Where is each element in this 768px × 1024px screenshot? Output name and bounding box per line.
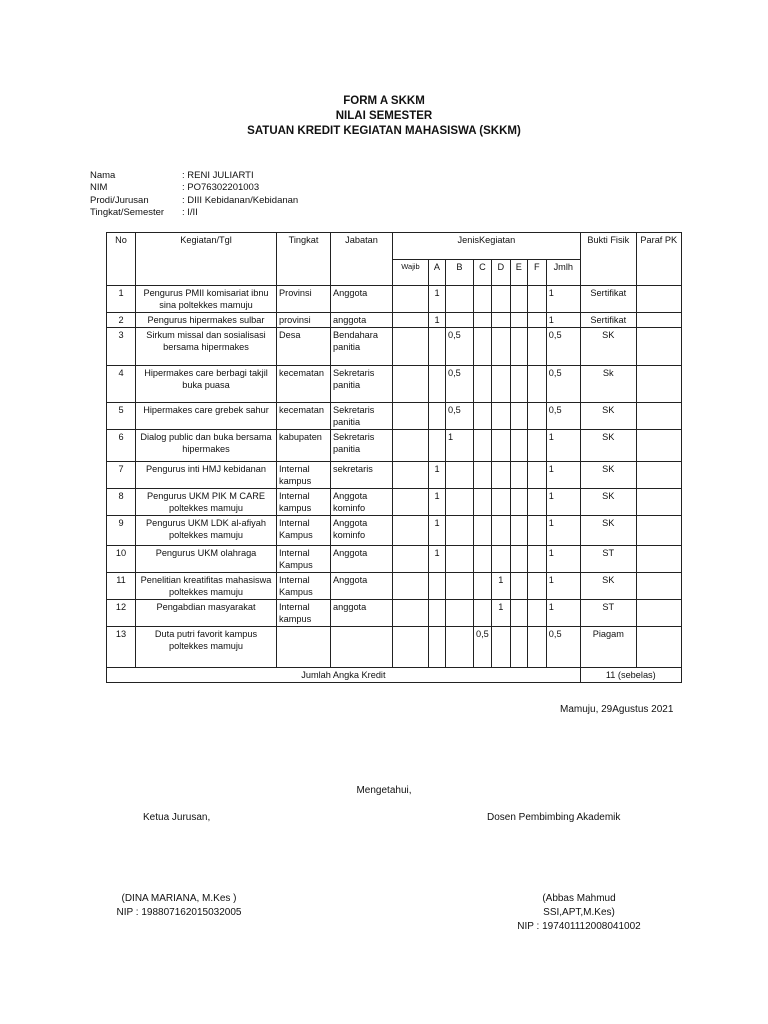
cell-kegiatan: Sirkum missal dan sosialisasi bersama hipermakes bbox=[136, 328, 277, 366]
cell-b bbox=[446, 489, 474, 516]
cell-jmlh: 1 bbox=[546, 600, 580, 627]
cell-jabatan: Anggota kominfo bbox=[331, 516, 393, 546]
cell-tingkat: Desa bbox=[277, 328, 331, 366]
cell-kegiatan: Pengurus hipermakes sulbar bbox=[136, 313, 277, 328]
place-date: Mamuju, 29Agustus 2021 bbox=[560, 704, 674, 715]
cell-c bbox=[474, 286, 492, 313]
cell-jmlh: 1 bbox=[546, 516, 580, 546]
cell-bukti: ST bbox=[580, 546, 636, 573]
cell-d bbox=[491, 430, 510, 462]
cell-c bbox=[474, 430, 492, 462]
cell-jmlh: 0,5 bbox=[546, 403, 580, 430]
cell-e bbox=[510, 600, 527, 627]
signature-right bbox=[506, 892, 652, 934]
skkm-table bbox=[106, 232, 682, 683]
cell-paraf bbox=[636, 430, 681, 462]
cell-f bbox=[527, 546, 546, 573]
cell-paraf bbox=[636, 627, 681, 668]
cell-b bbox=[446, 286, 474, 313]
cell-e bbox=[510, 462, 527, 489]
cell-tingkat: kecematan bbox=[277, 366, 331, 403]
cell-b bbox=[446, 313, 474, 328]
cell-b: 1 bbox=[446, 430, 474, 462]
cell-d bbox=[491, 627, 510, 668]
cell-b bbox=[446, 516, 474, 546]
cell-c bbox=[474, 516, 492, 546]
header-e: E bbox=[510, 260, 527, 286]
cell-bukti: SK bbox=[580, 573, 636, 600]
cell-c: 0,5 bbox=[474, 627, 492, 668]
cell-f bbox=[527, 462, 546, 489]
nim-value: : PO76302201003 bbox=[182, 182, 260, 194]
cell-wajib bbox=[393, 286, 429, 313]
signature-left bbox=[106, 892, 252, 920]
cell-kegiatan: Pengurus UKM olahraga bbox=[136, 546, 277, 573]
header-jmlh: Jmlh bbox=[546, 260, 580, 286]
student-info bbox=[90, 170, 298, 219]
cell-bukti: SK bbox=[580, 516, 636, 546]
cell-wajib bbox=[393, 328, 429, 366]
tingkat-label: Tingkat/Semester bbox=[90, 206, 165, 218]
table-row bbox=[107, 600, 682, 627]
cell-b: 0,5 bbox=[446, 403, 474, 430]
table-row bbox=[107, 627, 682, 668]
cell-b bbox=[446, 573, 474, 600]
cell-wajib bbox=[393, 546, 429, 573]
table-row bbox=[107, 573, 682, 600]
total-label: Jumlah Angka Kredit bbox=[107, 668, 581, 683]
cell-kegiatan: Penelitian kreatifitas mahasiswa poltekkes mamuju bbox=[136, 573, 277, 600]
cell-jmlh: 0,5 bbox=[546, 366, 580, 403]
dosen-pembimbing-title: Dosen Pembimbing Akademik bbox=[487, 812, 621, 823]
info-row-nama bbox=[90, 170, 298, 182]
cell-d bbox=[491, 366, 510, 403]
table-row bbox=[107, 366, 682, 403]
cell-paraf bbox=[636, 313, 681, 328]
cell-tingkat: Internal kampus bbox=[277, 489, 331, 516]
cell-bukti: SK bbox=[580, 430, 636, 462]
cell-a: 1 bbox=[429, 462, 446, 489]
cell-f bbox=[527, 430, 546, 462]
skkm-table-body bbox=[107, 286, 682, 668]
cell-no: 5 bbox=[107, 403, 136, 430]
table-row bbox=[107, 516, 682, 546]
cell-kegiatan: Pengurus PMII komisariat ibnu sina poltekkes mamuju bbox=[136, 286, 277, 313]
cell-no: 11 bbox=[107, 573, 136, 600]
cell-f bbox=[527, 516, 546, 546]
table-row bbox=[107, 430, 682, 462]
table-row bbox=[107, 286, 682, 313]
cell-a bbox=[429, 573, 446, 600]
header-no: No bbox=[107, 233, 136, 286]
header-tingkat: Tingkat bbox=[277, 233, 331, 286]
cell-paraf bbox=[636, 462, 681, 489]
cell-tingkat: Internal kampus bbox=[277, 462, 331, 489]
cell-paraf bbox=[636, 516, 681, 546]
cell-a bbox=[429, 403, 446, 430]
cell-c bbox=[474, 366, 492, 403]
cell-f bbox=[527, 328, 546, 366]
cell-no: 8 bbox=[107, 489, 136, 516]
cell-tingkat: kecematan bbox=[277, 403, 331, 430]
cell-a: 1 bbox=[429, 546, 446, 573]
cell-wajib bbox=[393, 489, 429, 516]
cell-jabatan: Sekretaris panitia bbox=[331, 366, 393, 403]
cell-c bbox=[474, 328, 492, 366]
cell-d bbox=[491, 489, 510, 516]
cell-tingkat bbox=[277, 627, 331, 668]
cell-a bbox=[429, 627, 446, 668]
cell-paraf bbox=[636, 546, 681, 573]
cell-jmlh: 1 bbox=[546, 489, 580, 516]
cell-d bbox=[491, 313, 510, 328]
cell-jmlh: 1 bbox=[546, 573, 580, 600]
cell-bukti: Sertifikat bbox=[580, 313, 636, 328]
cell-kegiatan: Duta putri favorit kampus poltekkes mamuju bbox=[136, 627, 277, 668]
cell-e bbox=[510, 573, 527, 600]
header-paraf-pk: Paraf PK bbox=[636, 233, 681, 286]
tingkat-value: : I/II bbox=[182, 206, 198, 218]
cell-c bbox=[474, 489, 492, 516]
cell-c bbox=[474, 546, 492, 573]
prodi-value: : DIII Kebidanan/Kebidanan bbox=[182, 194, 299, 206]
cell-tingkat: Internal Kampus bbox=[277, 573, 331, 600]
nama-value: : RENI JULIARTI bbox=[182, 170, 254, 181]
cell-f bbox=[527, 366, 546, 403]
cell-no: 2 bbox=[107, 313, 136, 328]
cell-e bbox=[510, 627, 527, 668]
cell-f bbox=[527, 403, 546, 430]
header-jenis-kegiatan: JenisKegiatan bbox=[393, 233, 581, 260]
cell-wajib bbox=[393, 430, 429, 462]
cell-jmlh: 0,5 bbox=[546, 627, 580, 668]
cell-wajib bbox=[393, 403, 429, 430]
nim-label: NIM bbox=[90, 182, 108, 194]
cell-c bbox=[474, 313, 492, 328]
cell-jabatan: Sekretaris panitia bbox=[331, 430, 393, 462]
cell-e bbox=[510, 546, 527, 573]
cell-c bbox=[474, 462, 492, 489]
header-kegiatan: Kegiatan/Tgl bbox=[136, 233, 277, 286]
cell-no: 13 bbox=[107, 627, 136, 668]
cell-paraf bbox=[636, 286, 681, 313]
cell-kegiatan: Hipermakes care grebek sahur bbox=[136, 403, 277, 430]
cell-e bbox=[510, 516, 527, 546]
cell-d: 1 bbox=[491, 573, 510, 600]
cell-f bbox=[527, 573, 546, 600]
cell-a bbox=[429, 328, 446, 366]
cell-e bbox=[510, 286, 527, 313]
cell-jabatan: Anggota bbox=[331, 573, 393, 600]
cell-jabatan: Anggota bbox=[331, 546, 393, 573]
cell-jabatan: Anggota bbox=[331, 286, 393, 313]
ketua-jurusan-title: Ketua Jurusan, bbox=[143, 812, 211, 823]
cell-f bbox=[527, 600, 546, 627]
form-heading: SATUAN KREDIT KEGIATAN MAHASISWA (SKKM) bbox=[247, 125, 521, 137]
cell-jmlh: 0,5 bbox=[546, 328, 580, 366]
cell-kegiatan: Pengurus inti HMJ kebidanan bbox=[136, 462, 277, 489]
cell-a bbox=[429, 366, 446, 403]
header-a: A bbox=[429, 260, 446, 286]
cell-f bbox=[527, 627, 546, 668]
cell-bukti: Piagam bbox=[580, 627, 636, 668]
cell-bukti: Sk bbox=[580, 366, 636, 403]
cell-wajib bbox=[393, 573, 429, 600]
cell-e bbox=[510, 403, 527, 430]
ketua-name: (DINA MARIANA, M.Kes ) bbox=[121, 893, 237, 904]
cell-a bbox=[429, 430, 446, 462]
cell-b: 0,5 bbox=[446, 366, 474, 403]
cell-no: 3 bbox=[107, 328, 136, 366]
nama-label: Nama bbox=[90, 170, 116, 181]
dosen-nip: NIP : 197401112008041002 bbox=[517, 921, 641, 932]
cell-wajib bbox=[393, 313, 429, 328]
cell-paraf bbox=[636, 489, 681, 516]
cell-tingkat: Internal Kampus bbox=[277, 546, 331, 573]
cell-wajib bbox=[393, 600, 429, 627]
cell-b: 0,5 bbox=[446, 328, 474, 366]
cell-e bbox=[510, 366, 527, 403]
cell-tingkat: Internal kampus bbox=[277, 600, 331, 627]
cell-d bbox=[491, 286, 510, 313]
cell-f bbox=[527, 286, 546, 313]
cell-jmlh: 1 bbox=[546, 462, 580, 489]
header-f: F bbox=[527, 260, 546, 286]
dosen-name: (Abbas Mahmud SSI,APT,M.Kes) bbox=[542, 893, 616, 918]
cell-no: 7 bbox=[107, 462, 136, 489]
table-row bbox=[107, 489, 682, 516]
form-title-block bbox=[0, 94, 768, 139]
cell-jmlh: 1 bbox=[546, 546, 580, 573]
cell-wajib bbox=[393, 516, 429, 546]
cell-d bbox=[491, 328, 510, 366]
cell-jabatan: anggota bbox=[331, 600, 393, 627]
cell-e bbox=[510, 313, 527, 328]
cell-no: 6 bbox=[107, 430, 136, 462]
cell-jabatan: anggota bbox=[331, 313, 393, 328]
cell-d bbox=[491, 403, 510, 430]
cell-e bbox=[510, 328, 527, 366]
cell-bukti: SK bbox=[580, 462, 636, 489]
total-value: 11 (sebelas) bbox=[580, 668, 681, 683]
cell-no: 10 bbox=[107, 546, 136, 573]
cell-tingkat: Internal Kampus bbox=[277, 516, 331, 546]
cell-c bbox=[474, 403, 492, 430]
cell-c bbox=[474, 600, 492, 627]
cell-bukti: ST bbox=[580, 600, 636, 627]
cell-kegiatan: Pengurus UKM PIK M CARE poltekkes mamuju bbox=[136, 489, 277, 516]
table-row bbox=[107, 546, 682, 573]
cell-a bbox=[429, 600, 446, 627]
cell-kegiatan: Hipermakes care berbagi takjil buka puasa bbox=[136, 366, 277, 403]
cell-e bbox=[510, 430, 527, 462]
cell-d: 1 bbox=[491, 600, 510, 627]
cell-f bbox=[527, 313, 546, 328]
cell-b bbox=[446, 627, 474, 668]
cell-bukti: SK bbox=[580, 489, 636, 516]
cell-a: 1 bbox=[429, 313, 446, 328]
ketua-nip: NIP : 198807162015032005 bbox=[116, 907, 242, 918]
header-jabatan: Jabatan bbox=[331, 233, 393, 286]
cell-jabatan: sekretaris bbox=[331, 462, 393, 489]
cell-d bbox=[491, 516, 510, 546]
cell-jmlh: 1 bbox=[546, 313, 580, 328]
cell-e bbox=[510, 489, 527, 516]
cell-tingkat: Provinsi bbox=[277, 286, 331, 313]
cell-jmlh: 1 bbox=[546, 286, 580, 313]
cell-a: 1 bbox=[429, 286, 446, 313]
cell-f bbox=[527, 489, 546, 516]
cell-d bbox=[491, 462, 510, 489]
cell-a: 1 bbox=[429, 489, 446, 516]
cell-paraf bbox=[636, 600, 681, 627]
cell-c bbox=[474, 573, 492, 600]
form-subtitle: NILAI SEMESTER bbox=[335, 110, 433, 122]
cell-b bbox=[446, 546, 474, 573]
cell-wajib bbox=[393, 462, 429, 489]
cell-kegiatan: Pengabdian masyarakat bbox=[136, 600, 277, 627]
cell-no: 12 bbox=[107, 600, 136, 627]
header-b: B bbox=[446, 260, 474, 286]
cell-b bbox=[446, 462, 474, 489]
cell-tingkat: provinsi bbox=[277, 313, 331, 328]
cell-d bbox=[491, 546, 510, 573]
cell-bukti: SK bbox=[580, 403, 636, 430]
cell-jabatan: Sekretaris panitia bbox=[331, 403, 393, 430]
cell-bukti: SK bbox=[580, 328, 636, 366]
header-wajib: Wajib bbox=[393, 260, 429, 286]
cell-paraf bbox=[636, 328, 681, 366]
header-bukti-fisik: Bukti Fisik bbox=[580, 233, 636, 286]
cell-jabatan: Bendahara panitia bbox=[331, 328, 393, 366]
cell-b bbox=[446, 600, 474, 627]
header-d: D bbox=[491, 260, 510, 286]
table-row bbox=[107, 313, 682, 328]
cell-no: 9 bbox=[107, 516, 136, 546]
info-row-tingkat bbox=[90, 207, 298, 219]
cell-no: 4 bbox=[107, 366, 136, 403]
cell-tingkat: kabupaten bbox=[277, 430, 331, 462]
cell-no: 1 bbox=[107, 286, 136, 313]
cell-kegiatan: Pengurus UKM LDK al-afiyah poltekkes mamuju bbox=[136, 516, 277, 546]
cell-bukti: Sertifikat bbox=[580, 286, 636, 313]
prodi-label: Prodi/Jurusan bbox=[90, 194, 149, 206]
table-row bbox=[107, 462, 682, 489]
mengetahui-label: Mengetahui, bbox=[356, 785, 412, 796]
form-title: FORM A SKKM bbox=[343, 95, 425, 107]
cell-kegiatan: Dialog public dan buka bersama hipermakes bbox=[136, 430, 277, 462]
cell-jmlh: 1 bbox=[546, 430, 580, 462]
cell-paraf bbox=[636, 366, 681, 403]
cell-paraf bbox=[636, 573, 681, 600]
cell-paraf bbox=[636, 403, 681, 430]
table-row bbox=[107, 328, 682, 366]
table-row bbox=[107, 403, 682, 430]
cell-jabatan bbox=[331, 627, 393, 668]
cell-wajib bbox=[393, 366, 429, 403]
info-row-nim bbox=[90, 182, 298, 194]
cell-jabatan: Anggota kominfo bbox=[331, 489, 393, 516]
info-row-prodi bbox=[90, 195, 298, 207]
header-c: C bbox=[474, 260, 492, 286]
cell-a: 1 bbox=[429, 516, 446, 546]
cell-wajib bbox=[393, 627, 429, 668]
